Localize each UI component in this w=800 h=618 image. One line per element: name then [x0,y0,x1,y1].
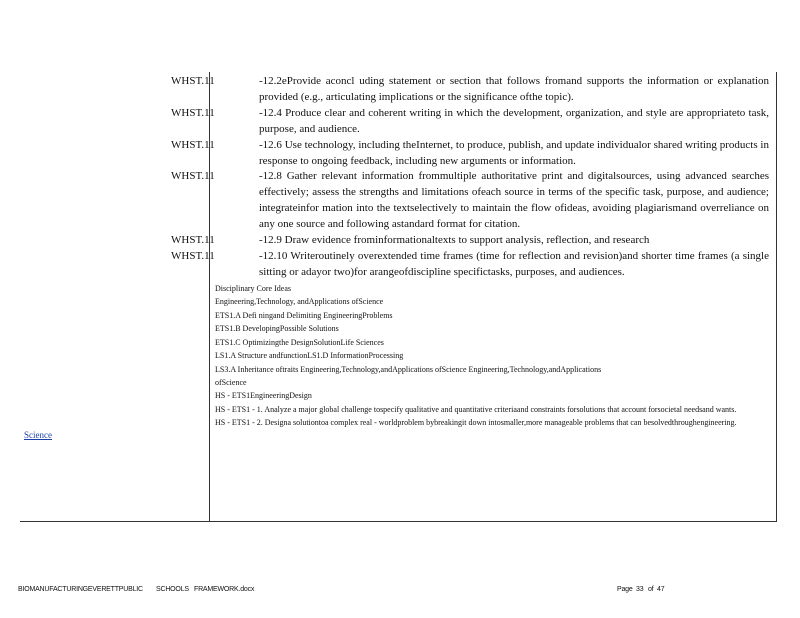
standard-whst-12-2 [171,74,769,106]
dci-line: ETS1.B DevelopingPossible Solutions [215,324,339,334]
dci-line: HS - ETS1 - 1. Analyze a major global challenge tospecify qualitative and quantitative criteriaand constraints forsolutions that account forsocietal needsand wants. [215,404,737,414]
dci-line: Engineering,Technology, andApplications ofScience [215,297,384,307]
standard-text: -12.8 Gather relevant information frommultiple authoritative print and digitalsources, using advanced searches effectively; assess the strengths and limitations ofeach source in terms of the specific task, purpose, and audience; integrateinfor mation into the textselectively to maintain the flow ofideas, avoiding plagiarismand overreliance on any one source and following astandard format for citation. [259,170,769,231]
standard-code: WHST.11 [171,249,215,262]
dci-line: LS3.A Inheritance oftraits Engineering,Technology,andApplications ofScience Engineering,Technology,andApplications [215,364,602,374]
disciplinary-core-ideas [215,282,769,430]
standard-text: -12.2eProvide aconcl uding statement or section that follows fromand supports the information or explanation provided (e.g., articulating implications or the significance ofthe topic). [259,75,769,103]
standard-code: WHST.11 [171,106,215,119]
dci-line: HS - ETS1EngineeringDesign [215,391,312,401]
standard-code: WHST.11 [171,170,215,183]
standard-whst-12-8 [171,169,769,233]
dci-heading: Disciplinary Core Ideas [215,283,291,293]
footer-page-label: Page [617,586,633,593]
footer-file: FRAMEWORK.docx [194,586,255,593]
standard-code: WHST.11 [171,75,215,87]
footer-page-total: 47 [657,586,665,593]
standard-text: -12.10 Writeroutinely overextended time frames (time for reflection and revision)and shorter time frames (a single sitting or adayor two)for arangeofdiscipline specifictasks, purposes, and audiences. [259,249,769,278]
standard-text: -12.4 Produce clear and coherent writing in which the development, organization, and style are appropriateto task, purpose, and audience. [259,106,769,135]
column-divider-right [776,72,777,521]
dci-line: LS1.A Structure andfunctionLS1.D InformationProcessing [215,351,404,361]
footer-doc-name: BIOMANUFACTURINGEVERETTPUBLIC [18,586,143,593]
footer-of-label: of [648,586,654,593]
standard-whst-12-9 [171,233,769,249]
subject-link-science[interactable]: Science [24,430,52,440]
dci-line: ofScience [215,377,247,387]
footer-schools: SCHOOLS [156,586,189,593]
standard-text: -12.9 Draw evidence frominformationaltexts to support analysis, reflection, and research [259,234,650,247]
standard-whst-12-4 [171,106,769,138]
standard-code: WHST.11 [171,234,215,247]
standards-cell [171,74,769,430]
footer-page-number: 33 [636,586,644,593]
standard-code: WHST.11 [171,138,215,151]
standard-text: -12.6 Use technology, including theInternet, to produce, publish, and update individualor shared writing products in response to ongoing feedback, including new arguments or information. [259,138,769,167]
dci-line: HS - ETS1 - 2. Designa solutiontoa complex real - worldproblem bybreakingit down intosmaller,more manageable problems that can besolvedthroughengineering. [215,418,737,428]
standard-whst-12-6 [171,138,769,170]
dci-line: ETS1.A Defi ningand Delimiting EngineeringProblems [215,310,393,320]
standard-whst-12-10 [171,249,769,281]
dci-line: ETS1.C Optimizingthe DesignSolutionLife Sciences [215,337,384,347]
